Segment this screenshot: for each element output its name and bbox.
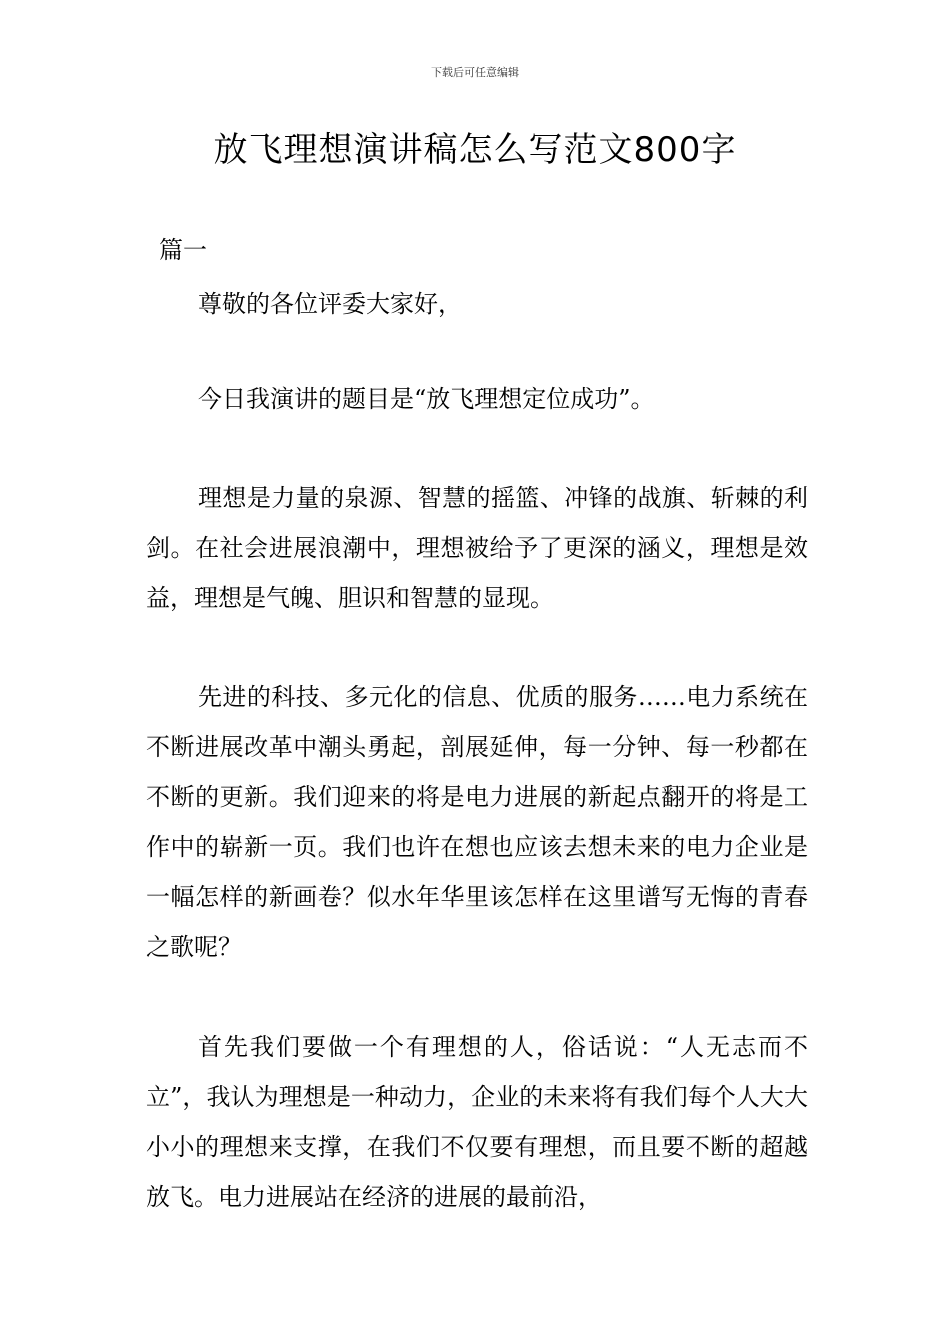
paragraph-power-system: 先进的科技、多元化的信息、优质的服务……电力系统在不断进展改革中潮头勇起，剖展延伸，每一分钟、每一秒都在不断的更新。我们迎来的将是电力进展的新起点翻开的将是工作中的崭新一页。我们也许在想也应该去想未来的电力企业是一幅怎样的新画卷？似水年华里该怎样在这里谱写无悔的青春之歌呢？ xyxy=(146,683,808,961)
paragraph-be-ideal-person: 首先我们要做一个有理想的人，俗话说：“人无志而不立”，我认为理想是一种动力，企业的未来将有我们每个人大大小小的理想来支撑，在我们不仅要有理想，而且要不断的超越放飞。电力进展站在经济的进展的最前沿， xyxy=(146,1033,808,1211)
document-title: 放飞理想演讲稿怎么写范文800字 xyxy=(213,130,737,170)
header-note: 下载后可任意编辑 xyxy=(431,66,519,79)
paragraph-greeting: 尊敬的各位评委大家好， xyxy=(198,290,462,318)
section-label: 篇一 xyxy=(159,236,207,264)
paragraph-topic: 今日我演讲的题目是“放飞理想定位成功”。 xyxy=(198,385,655,413)
paragraph-ideal-definition: 理想是力量的泉源、智慧的摇篮、冲锋的战旗、斩棘的利剑。在社会进展浪潮中，理想被给予了更深的涵义，理想是效益，理想是气魄、胆识和智慧的显现。 xyxy=(146,484,808,612)
